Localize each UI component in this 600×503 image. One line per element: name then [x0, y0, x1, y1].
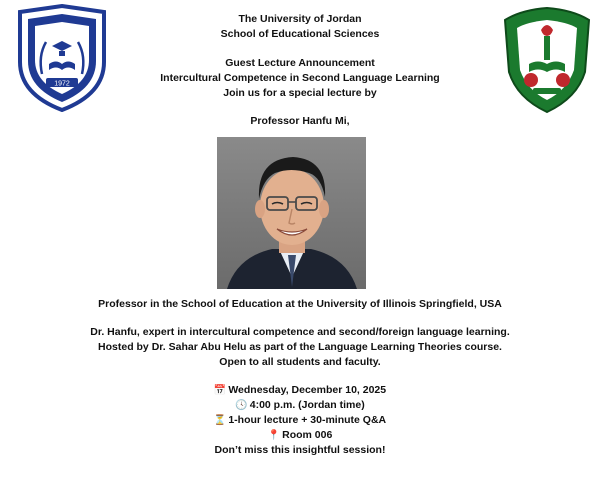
event-duration: [0, 413, 600, 428]
lecture-topic: Intercultural Competence in Second Language Learning: [160, 72, 440, 84]
event-time-text: 4:00 p.m. (Jordan time): [249, 399, 365, 411]
clock-icon: 🕓: [235, 400, 248, 411]
closing-line: Don’t miss this insightful session!: [214, 444, 386, 456]
event-room: [0, 428, 600, 443]
event-duration-text: 1-hour lecture + 30-minute Q&A: [228, 414, 387, 426]
event-room-text: Room 006: [282, 429, 333, 441]
host-line: Hosted by Dr. Sahar Abu Helu as part of the Language Learning Theories course.: [98, 341, 502, 353]
invitation-line: Join us for a special lecture by: [223, 87, 377, 99]
university-name: The University of Jordan: [238, 13, 362, 25]
speaker-expertise: Dr. Hanfu, expert in intercultural competence and second/foreign language learning.: [90, 326, 510, 338]
svg-text:1972: 1972: [54, 80, 70, 88]
event-date: [0, 383, 600, 398]
calendar-icon: 📅: [213, 385, 227, 396]
announcement-label: Guest Lecture Announcement: [225, 57, 375, 69]
audience-line: Open to all students and faculty.: [219, 356, 381, 368]
speaker-name: Professor Hanfu Mi,: [250, 115, 350, 127]
school-name: School of Educational Sciences: [220, 28, 380, 40]
speaker-affiliation: Professor in the School of Education at the University of Illinois Springfield, USA: [98, 298, 502, 310]
pin-icon: 📍: [267, 430, 281, 441]
event-date-text: Wednesday, December 10, 2025: [228, 384, 387, 396]
speaker-photo: [217, 137, 366, 289]
hourglass-icon: ⏳: [213, 415, 227, 426]
event-time: [0, 398, 600, 413]
